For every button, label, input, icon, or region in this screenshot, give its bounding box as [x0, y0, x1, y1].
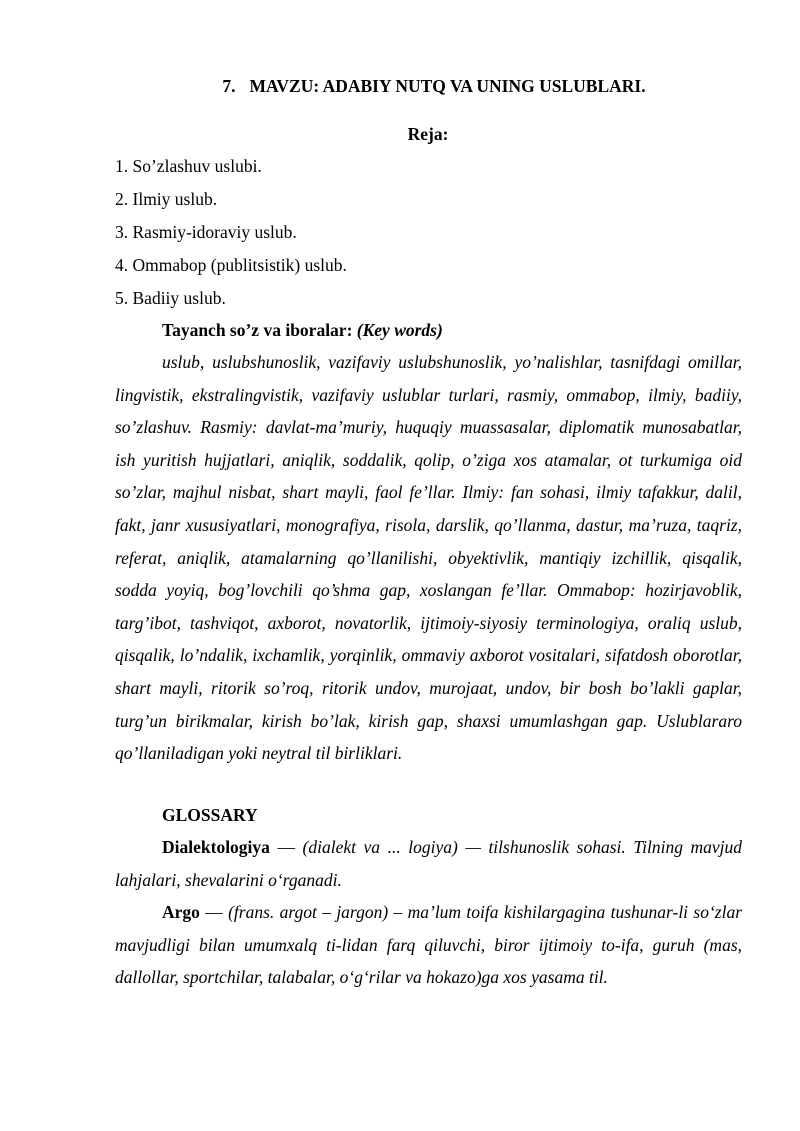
glossary-definition: (frans. argot – jargon) – ma’lum toifa kishilargagina tushunar-li so‘zlar mavjudligi bilan umumxalq ti-lidan farq qiluvchi, biror ijtimoiy to-ifa, guruh (mas, dallollar, sportchilar, talabalar, o‘g‘rilar va hokazo)ga xos yasama til.	[115, 902, 743, 988]
keywords-label: Tayanch so’z va iboralar:	[162, 320, 353, 340]
keywords-text: uslub, uslubshunoslik, vazifaviy uslubshunoslik, yo’nalishlar, tasnifdagi omillar, lingvistik, ekstralingvistik, vazifaviy uslublar turlari, rasmiy, ommabop, ilmiy, badiiy, so’zlashuv. Rasmiy: davlat-ma’muriy, huquqiy muassasalar, diplomatik munosabatlar, ish yuritish hujjatlari, aniqlik, soddalik, qolip, o’ziga xos atamalar, ot turkumiga oid so’zlar, majhul nisbat, shart mayli, faol fe’llar. Ilmiy: fan sohasi, ilmiy tafakkur, dalil, fakt, janr xususiyatlari, monografiya, risola, darslik, qo’llanma, dastur, ma’ruza, taqriz, referat, aniqlik, atamalarning qo’llanilishi, obyektivlik, mantiqiy izchillik, qisqalik, sodda yoyiq, bog’lovchili qo’shma gap, xoslangan fe’llar. Ommabop: hozirjavoblik, targ’ibot, tashviqot, axborot, novatorlik, ijtimoiy-siyosiy terminologiya, oraliq uslub, qisqalik, lo’ndalik, ixchamlik, yorqinlik, ommaviy axborot vositalari, sifatdosh oborotlar, shart mayli, ritorik so’roq, ritorik undov, murojaat, undov, bir bosh bo’lakli gaplar, turg’un birikmalar, kirish bo’lak, kirish gap, shaxsi umumlashgan gap. Uslublararo qo’llaniladigan yoki neytral til birliklari.	[115, 352, 742, 764]
plan-item: 4. Ommabop (publitsistik) uslub.	[115, 255, 347, 275]
glossary-definition: (dialekt va ... logiya) — tilshunoslik sohasi. Tilning mavjud lahjalari, shevalarini o‘rganadi.	[115, 837, 742, 890]
glossary-term: Argo	[162, 902, 200, 922]
plan-item: 1. So’zlashuv uslubi.	[115, 156, 262, 176]
title-text: MAVZU: ADABIY NUTQ VA UNING USLUBLARI.	[249, 76, 646, 96]
glossary-entry-dialektologiya	[115, 831, 742, 896]
glossary-dash: —	[199, 902, 229, 922]
glossary-dash: —	[269, 837, 303, 857]
keywords-label-en: (Key words)	[356, 320, 443, 340]
plan-item: 2. Ilmiy uslub.	[115, 189, 218, 209]
title-number: 7.	[222, 76, 236, 96]
glossary-term: Dialektologiya	[162, 837, 270, 857]
keywords-heading	[115, 314, 742, 347]
page-title	[0, 76, 800, 97]
plan-item: 5. Badiiy uslub.	[115, 288, 226, 308]
plan-item: 3. Rasmiy-idoraviy uslub.	[115, 222, 297, 242]
glossary-entry-argo	[115, 896, 742, 994]
glossary-heading: GLOSSARY	[162, 805, 258, 825]
plan-list	[115, 155, 347, 320]
plan-heading: Reja:	[407, 124, 449, 144]
